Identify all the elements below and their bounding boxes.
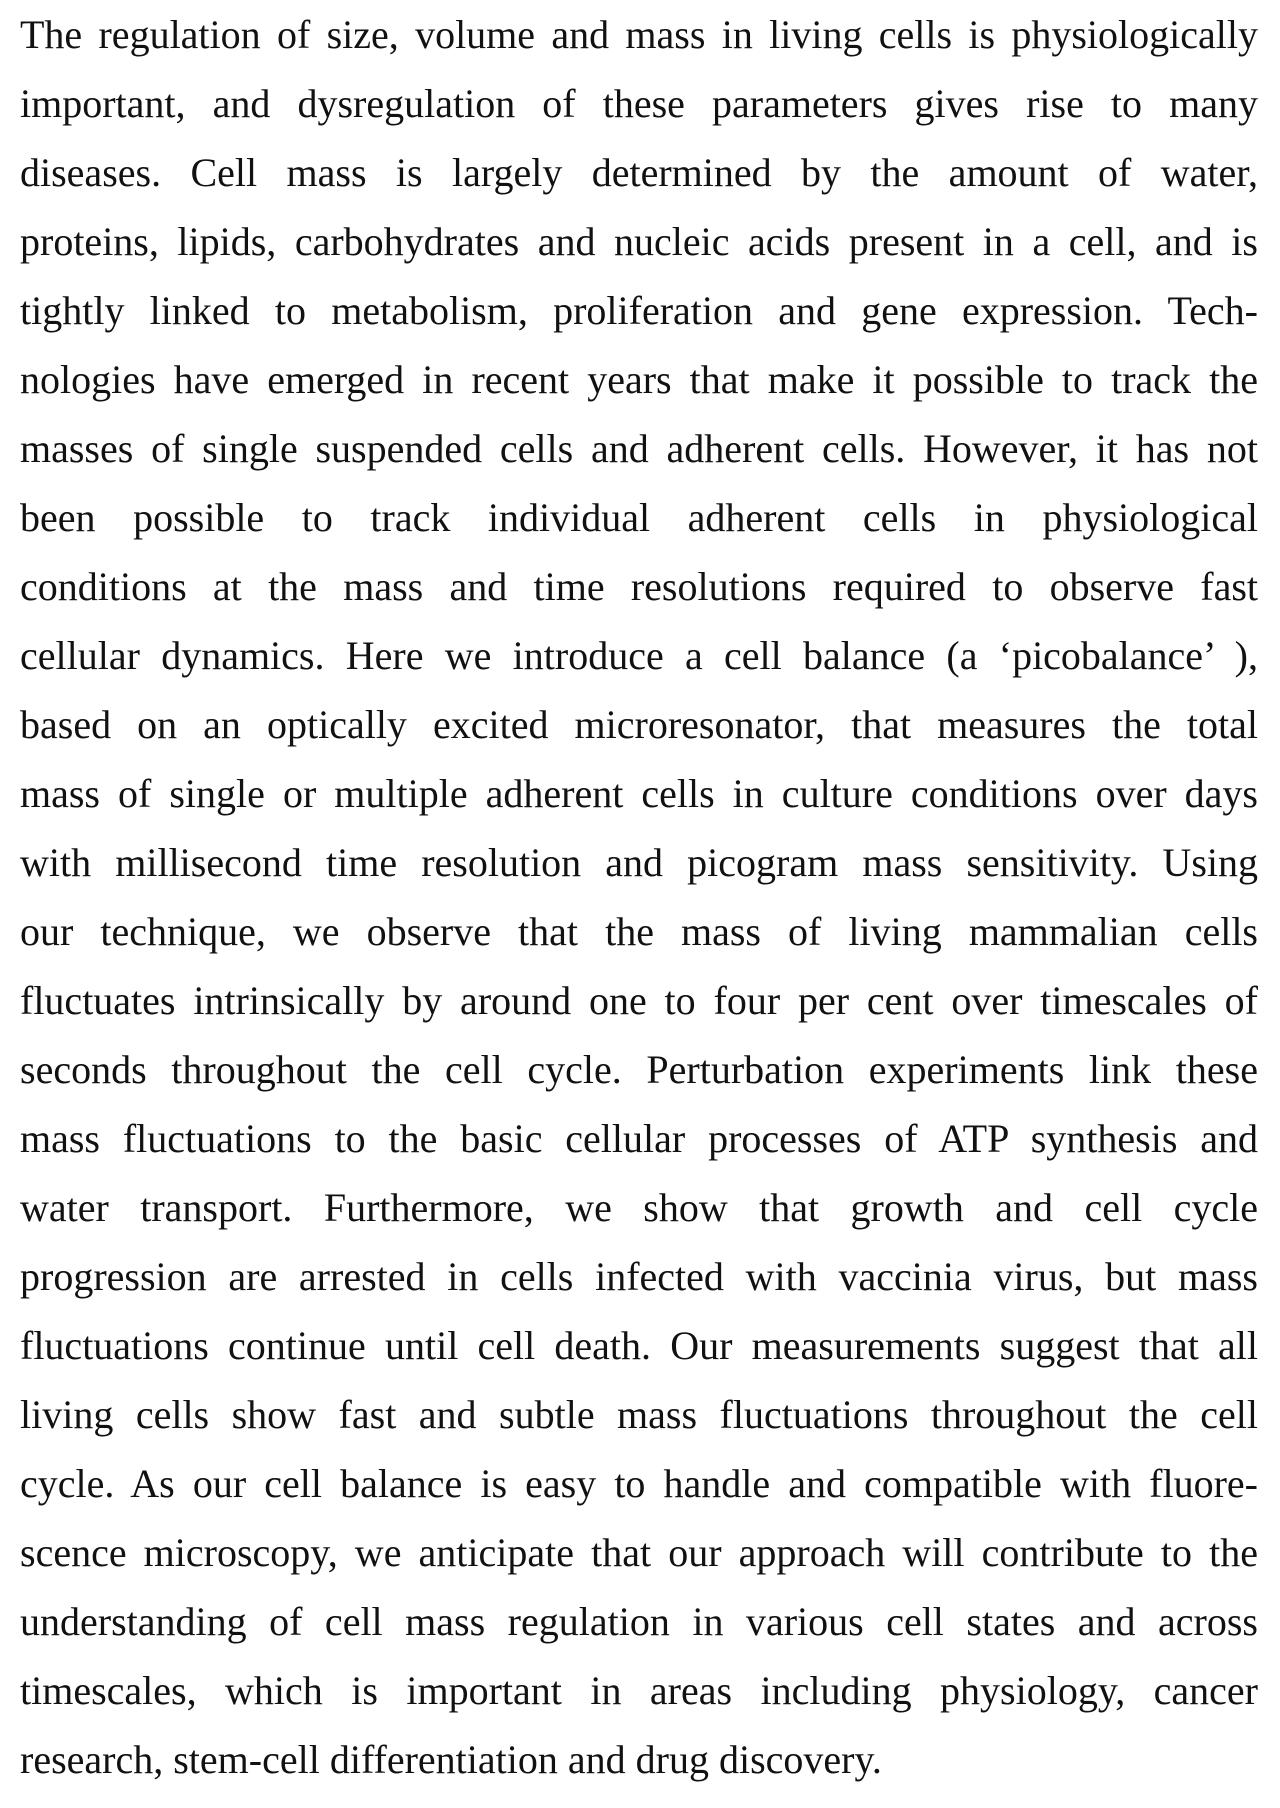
text-line: research, stem-cell differentiation and drug discovery.: [20, 1737, 882, 1782]
text-line: mass fluctuations to the basic cellular processes of ATP synthesis and: [20, 1116, 1258, 1161]
text-line: understanding of cell mass regulation in various cell states and across: [20, 1599, 1258, 1644]
text-line: cycle. As our cell balance is easy to handle and compatible with fluore-: [20, 1461, 1258, 1506]
text-line: our technique, we observe that the mass of living mammalian cells: [20, 909, 1258, 954]
text-line: progression are arrested in cells infected with vaccinia virus, but mass: [20, 1254, 1258, 1299]
text-line: been possible to track individual adherent cells in physiological: [20, 495, 1258, 540]
text-line: cellular dynamics. Here we introduce a cell balance (a ‘picobalance’ ),: [20, 633, 1258, 678]
text-line: nologies have emerged in recent years that make it possible to track the: [20, 357, 1258, 402]
abstract-paragraph: [20, 0, 1258, 1794]
text-line: important, and dysregulation of these parameters gives rise to many: [20, 81, 1258, 126]
text-line: timescales, which is important in areas including physiology, cancer: [20, 1668, 1258, 1713]
text-line: The regulation of size, volume and mass in living cells is physiologically: [20, 12, 1258, 57]
text-line: with millisecond time resolution and picogram mass sensitivity. Using: [20, 840, 1258, 885]
text-line: seconds throughout the cell cycle. Perturbation experiments link these: [20, 1047, 1258, 1092]
text-line: tightly linked to metabolism, proliferation and gene expression. Tech-: [20, 288, 1258, 333]
text-line: proteins, lipids, carbohydrates and nucleic acids present in a cell, and is: [20, 219, 1258, 264]
text-line: based on an optically excited microresonator, that measures the total: [20, 702, 1258, 747]
text-line: diseases. Cell mass is largely determined by the amount of water,: [20, 150, 1258, 195]
text-line: mass of single or multiple adherent cells in culture conditions over days: [20, 771, 1258, 816]
text-line: fluctuations continue until cell death. Our measurements suggest that all: [20, 1323, 1258, 1368]
text-line: scence microscopy, we anticipate that our approach will contribute to the: [20, 1530, 1258, 1575]
text-line: living cells show fast and subtle mass fluctuations throughout the cell: [20, 1392, 1258, 1437]
text-line: masses of single suspended cells and adherent cells. However, it has not: [20, 426, 1258, 471]
text-line: water transport. Furthermore, we show that growth and cell cycle: [20, 1185, 1258, 1230]
text-line: fluctuates intrinsically by around one to four per cent over timescales of: [20, 978, 1258, 1023]
text-line: conditions at the mass and time resolutions required to observe fast: [20, 564, 1258, 609]
